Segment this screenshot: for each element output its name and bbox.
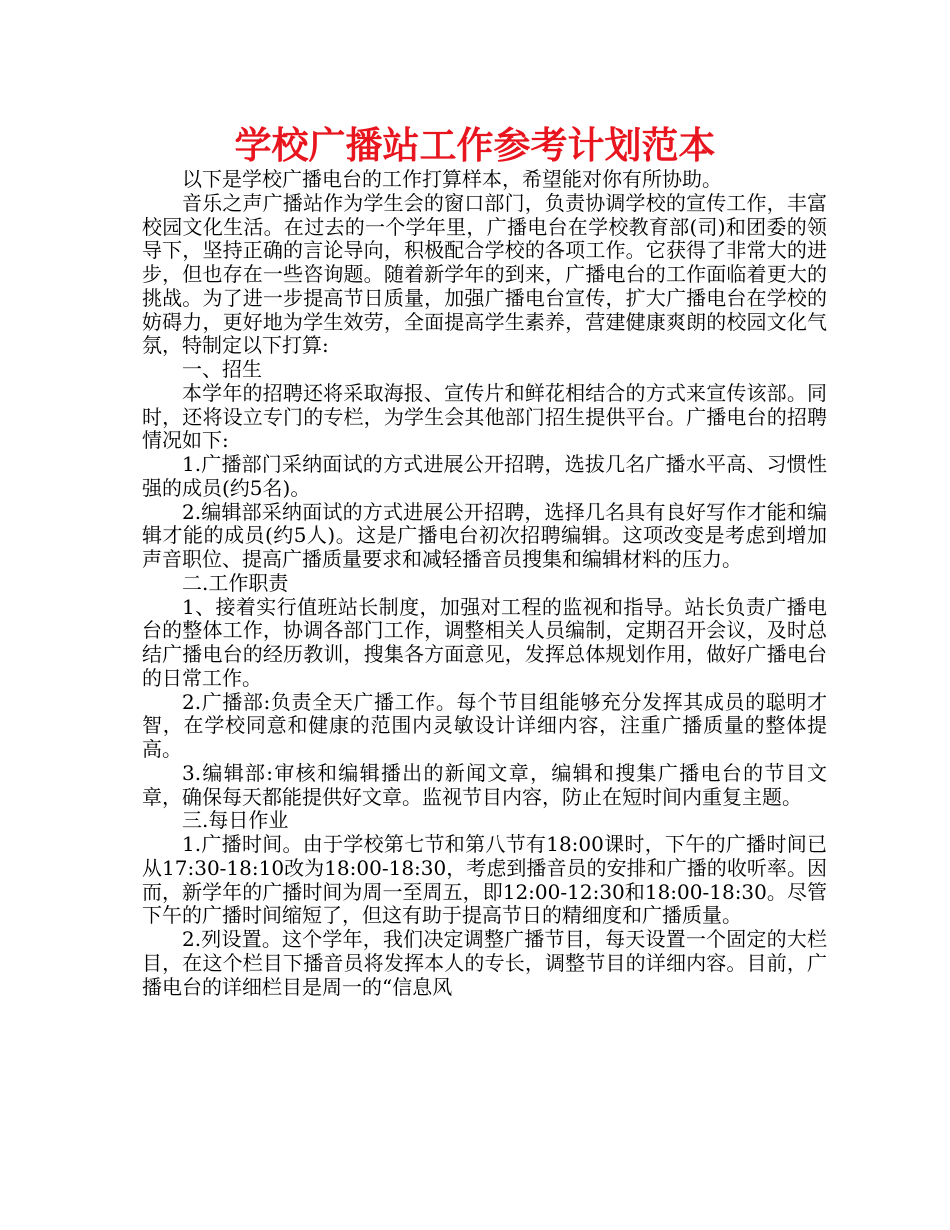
list-item-editorial-recruitment: 2.编辑部采纳面试的方式进展公开招聘，选择几名具有良好写作才能和编辑才能的成员(约5人)。这是广播电台初次招聘编辑。这项改变是考虑到增加声音职位、提高广播质量要求和减轻播音员搜集和编辑材料的压力。 [142, 499, 827, 571]
list-item-broadcast-time: 1.广播时间。由于学校第七节和第八节有18:00课时，下午的广播时间已从17:30-18:10改为18:00-18:30，考虑到播音员的安排和广播的收听率。因而，新学年的广播时间为周一至周五，即12:00-12:30和18:00-18:30。尽管下午的广播时间缩短了，但这有助于提高节日的精细度和广播质量。 [142, 832, 827, 928]
section-heading-duties: 二.工作职责 [182, 570, 289, 595]
section-heading-recruitment: 一、招生 [182, 357, 262, 381]
list-item-station-manager: 1、接着实行值班站长制度，加强对工程的监视和指导。站长负责广播电台的整体工作，协调各部门工作，调整相关人员编制，定期召开会议，及时总结广播电台的经历教训，搜集各方面意见，发挥总体规划作用，做好广播电台的日常工作。 [142, 594, 827, 690]
section-heading-daily-work: 三.每日作业 [182, 808, 289, 833]
document-title: 学校广播站工作参考计划范本 [234, 124, 716, 167]
paragraph-overview: 音乐之声广播站作为学生会的窗口部门，负责协调学校的宣传工作，丰富校园文化生活。在过去的一个学年里，广播电台在学校教育部(司)和团委的领导下，坚持正确的言论导向，积极配合学校的各项工作。它获得了非常大的进步，但也存在一些咨询题。随着新学年的到来，广播电台的工作面临着更大的挑战。为了进一步提高节日质量，加强广播电台宣传，扩大广播电台在学校的妨碍力，更好地为学生效劳，全面提高学生素养，营建健康爽朗的校园文化气氛，特制定以下打算: [142, 190, 827, 358]
list-item-column-settings: 2.列设置。这个学年，我们决定调整广播节目，每天设置一个固定的大栏目，在这个栏目下播音员将发挥本人的专长，调整节目的详细内容。目前，广播电台的详细栏目是周一的“信息风 [142, 927, 827, 999]
paragraph-intro: 以下是学校广播电台的工作打算样本，希望能对你有所协助。 [182, 167, 722, 191]
list-item-editorial-dept: 3.编辑部:审核和编辑播出的新闻文章，编辑和搜集广播电台的节目文章，确保每天都能提供好文章。监视节目内容，防止在短时间内重复主题。 [142, 760, 827, 809]
list-item-broadcast-recruitment: 1.广播部门采纳面试的方式进展公开招聘，选拔几名广播水平高、习惯性强的成员(约5名)。 [142, 452, 827, 500]
paragraph-recruitment: 本学年的招聘还将采取海报、宣传片和鲜花相结合的方式来宣传该部。同时，还将设立专门的专栏，为学生会其他部门招生提供平台。广播电台的招聘情况如下: [142, 380, 827, 453]
list-item-broadcast-dept: 2.广播部:负责全天广播工作。每个节目组能够充分发挥其成员的聪明才智，在学校同意和健康的范围内灵敏设计详细内容，注重广播质量的整体提高。 [142, 689, 827, 761]
document-body [142, 168, 827, 999]
